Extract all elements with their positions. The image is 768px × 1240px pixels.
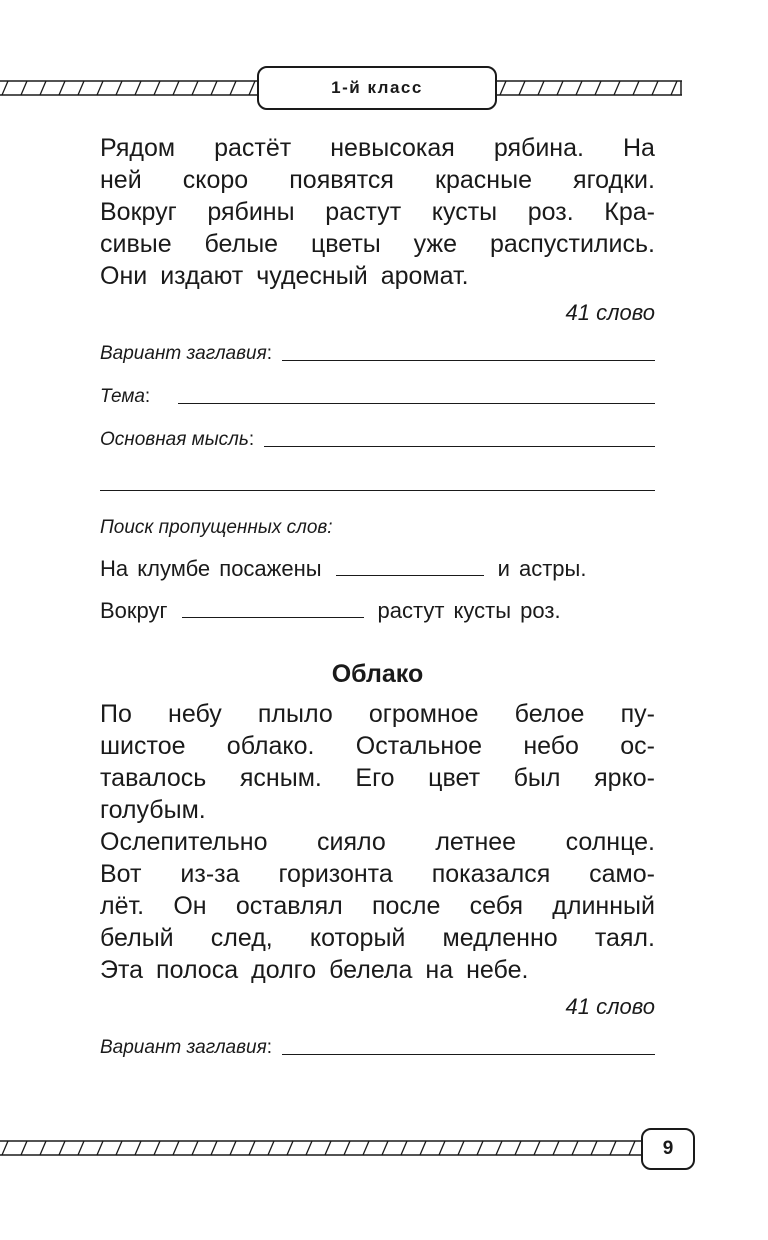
- blank-1[interactable]: [336, 555, 484, 576]
- word-count: 41 слово: [565, 994, 655, 1019]
- title-variant-label: Вариант заглавия: [100, 1037, 267, 1058]
- text-line: Вокруг рябины растут кусты роз. Кра-: [100, 198, 655, 226]
- grade-label: 1-й класс: [331, 78, 423, 97]
- hatched-rail-graphic: [496, 78, 682, 98]
- title-variant-label: Вариант заглавия: [100, 343, 267, 364]
- text-line: Ослепительно сияло летнее солнце.: [100, 828, 655, 856]
- header-rail-left: [0, 78, 258, 98]
- grade-badge: [257, 66, 497, 110]
- header-rail-right: [496, 78, 682, 98]
- main-idea-label: Основная мысль: [100, 429, 249, 450]
- main-idea-extra-line[interactable]: [100, 490, 655, 491]
- text-line: Эта полоса долго белела на небе.: [100, 956, 529, 984]
- section-1: [100, 132, 655, 624]
- footer-rail: [0, 1138, 642, 1158]
- text-line: Они издают чудесный аромат.: [100, 262, 469, 290]
- fill-sentence-2: Вокруг растут кусты роз.: [100, 598, 561, 623]
- main-idea-field[interactable]: Основная мысль:: [100, 423, 655, 451]
- paragraph: [100, 698, 655, 986]
- title-variant-underline[interactable]: [282, 1054, 655, 1055]
- title-variant-underline[interactable]: [282, 360, 655, 361]
- text-line: шистое облако. Остальное небо ос-: [100, 732, 655, 760]
- title-variant-field[interactable]: Вариант заглавия:: [100, 1031, 655, 1059]
- section-2: [100, 660, 655, 1059]
- page-number: 9: [662, 1138, 674, 1159]
- text-line: лёт. Он оставлял после себя длинный: [100, 892, 655, 920]
- text-line: Вот из-за горизонта показался само-: [100, 860, 655, 888]
- title-variant-field[interactable]: Вариант заглавия:: [100, 337, 655, 365]
- story-title: Облако: [331, 660, 424, 688]
- text-line: белый след, который медленно таял.: [100, 924, 655, 952]
- blank-2[interactable]: [182, 597, 364, 618]
- topic-field[interactable]: Тема:: [100, 380, 655, 408]
- word-count: 41 слово: [565, 300, 655, 325]
- text-line: Рядом растёт невысокая рябина. На: [100, 134, 655, 162]
- topic-label: Тема: [100, 386, 145, 407]
- text-line: голубым.: [100, 796, 206, 824]
- topic-underline[interactable]: [178, 403, 655, 404]
- page-number-badge: [641, 1128, 695, 1170]
- text-line: По небу плыло огромное белое пу-: [100, 700, 655, 728]
- paragraph: [100, 132, 655, 292]
- text-line: сивые белые цветы уже распустились.: [100, 230, 655, 258]
- hatched-rail-graphic: [0, 1138, 642, 1158]
- main-idea-underline[interactable]: [264, 446, 655, 447]
- hatched-rail-graphic: [0, 78, 258, 98]
- text-line: ней скоро появятся красные ягодки.: [100, 166, 655, 194]
- text-line: тавалось ясным. Его цвет был ярко-: [100, 764, 655, 792]
- fill-sentence-1: На клумбе посажены и астры.: [100, 556, 587, 581]
- missing-words-heading: Поиск пропущенных слов:: [100, 517, 333, 538]
